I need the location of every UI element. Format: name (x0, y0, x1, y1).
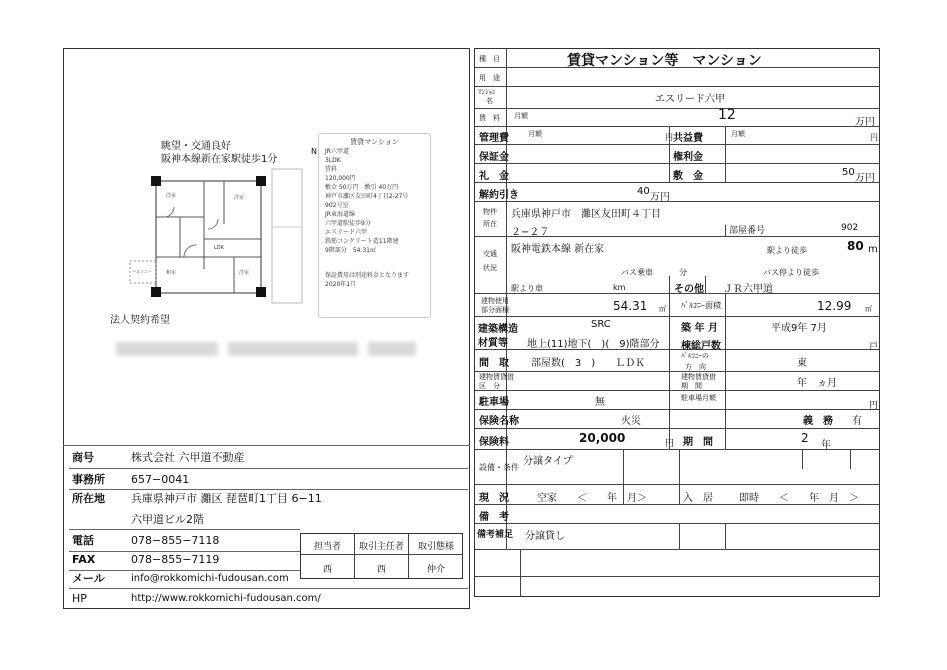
card-line (325, 263, 424, 271)
address-line-1: 兵庫県神戸市 灘区友田町４丁目 (511, 209, 661, 220)
car-from-station-label: 駅より車 (511, 284, 543, 293)
room-label-5: バルコニー (132, 269, 152, 274)
remarks-label: 備 考 (479, 512, 509, 523)
room-label-3: LDK (214, 245, 224, 251)
staff-header: 取引主任者 (358, 542, 404, 552)
card-line: JR東海道線 (325, 211, 355, 218)
card-line: 保証費用は別途料金となります (325, 272, 410, 279)
unit-label: 円 (870, 133, 878, 142)
room-number: 902 (841, 223, 859, 233)
divider (475, 549, 879, 550)
unit-label: 万円 (855, 173, 875, 184)
divider (475, 108, 879, 109)
rent-label: 賃 料 (479, 114, 500, 122)
facilities-label: 設備・条件 (479, 463, 519, 472)
divider (725, 428, 726, 450)
shikikin-value: 50 (842, 167, 855, 178)
status-value: 空家 ＜ 年 月＞ (537, 493, 647, 504)
company-row-label: 所在地 (72, 492, 105, 505)
divider (475, 390, 879, 391)
yoto-label: 用 途 (479, 74, 500, 82)
divider (475, 86, 879, 87)
balcony-area-label: ﾊﾞﾙｺﾆｰ面積 (681, 301, 721, 310)
company-row-value: 078−855−7119 (131, 553, 220, 566)
balcony-drawing (270, 167, 306, 307)
divider (475, 449, 879, 450)
blurred-text (368, 342, 416, 356)
divider (669, 293, 670, 433)
structure-value: SRC (591, 319, 611, 330)
corporate-note: 法人契約希望 (110, 315, 170, 326)
parking-value: 無 (595, 397, 605, 408)
facilities-value: 分譲タイプ (523, 456, 573, 467)
company-row-label: HP (72, 592, 87, 605)
property-type: 賃貸マンション等 マンション (567, 53, 762, 69)
shumoku-label: 種 目 (479, 55, 500, 63)
company-row-value: 株式会社 六甲道不動産 (131, 451, 245, 464)
insurance-name: 火災 (621, 416, 641, 427)
status-label: 現 況 (479, 493, 509, 504)
divider (475, 576, 879, 577)
insurance-name-label: 保険名称 (479, 416, 519, 427)
staff-value: 西 (322, 565, 332, 575)
deposit-label: 保証金 (479, 152, 509, 163)
total-units-label: 棟総戸数 (681, 341, 721, 352)
walk-from-bus-label: バス停より徒歩 (763, 268, 819, 277)
card-line (325, 255, 424, 263)
divider (725, 523, 726, 550)
staff-value: 仲介 (426, 565, 445, 575)
cancel-deduction-label: 解約引き (479, 190, 519, 201)
obligation-label: 義 務 (803, 416, 833, 427)
divider (475, 523, 879, 524)
insurance-period: 2 (801, 431, 809, 445)
monthly-label: 月額 (528, 130, 542, 138)
divider (475, 504, 879, 505)
location-label: 所在 (483, 220, 497, 228)
company-row-label: FAX (72, 553, 96, 566)
company-row-value: 078−855−7118 (131, 534, 220, 547)
card-line: エスリード六甲 (325, 229, 368, 236)
move-in-label: 入 居 (683, 493, 713, 504)
name-label: ﾏﾝｼｮﾝ (478, 88, 496, 96)
key-money-label: 権利金 (673, 152, 703, 163)
divider (520, 549, 521, 596)
divider (669, 276, 670, 294)
blurred-text (116, 342, 218, 356)
unit-label: 万円 (650, 192, 670, 203)
room-label-2: 和室 (166, 270, 177, 276)
divider (69, 529, 300, 530)
bus-ride-label: バス乗車 (621, 268, 653, 277)
company-row-label: 電話 (72, 534, 94, 547)
card-line: 9階部分 54.31㎡ (325, 247, 376, 254)
divider (475, 371, 879, 372)
lease-type-label: 建物賃貸借 (479, 373, 514, 381)
name-label: 名 (486, 97, 493, 105)
divider (725, 293, 726, 429)
card-line: 六甲道駅徒歩9分 (325, 220, 371, 227)
company-url[interactable]: http://www.rokkomichi-fudousan.com/ (131, 593, 321, 604)
divider (725, 225, 726, 236)
listing-card (318, 133, 431, 318)
cancel-deduction-value: 40 (637, 186, 650, 197)
lease-period-unit: 年 ヵ月 (797, 378, 837, 389)
balcony-area: 12.99 (817, 299, 852, 313)
card-line: 902号室 (325, 202, 349, 209)
floor-area: 54.31 (613, 299, 648, 313)
management-fee-label: 管理費 (479, 133, 509, 144)
card-line: 敷金 50万円 敷引 40万円 (325, 184, 399, 191)
structure-label: 建築構造 (478, 324, 518, 335)
other-access-value: ＪＲ六甲道 (723, 284, 773, 295)
divider (301, 554, 462, 555)
monthly-label: 月額 (731, 130, 745, 138)
card-line: 賃料 (325, 166, 338, 173)
area-label: 建物使用 (481, 297, 509, 305)
parking-fee-label: 駐車場月額 (681, 394, 716, 402)
walk-from-station-label: 駅より徒歩 (767, 246, 807, 255)
divider (475, 428, 879, 429)
lease-period-label: 期 間 (681, 382, 702, 390)
lease-type-label: 区 分 (479, 382, 500, 390)
company-email[interactable]: info@rokkomichi-fudousan.com (131, 573, 289, 584)
staff-box (300, 533, 463, 579)
rent-value: 12 (718, 107, 736, 123)
company-row-label: メール (72, 572, 105, 585)
north-mark: N (311, 147, 317, 156)
plan-headline-2: 阪神本線新在家駅徒歩1分 (161, 154, 278, 165)
divider (679, 523, 680, 550)
balcony-direction: 東 (797, 358, 807, 369)
card-title: 賃貸マンション (350, 138, 399, 146)
company-row-value: 657−0041 (131, 473, 190, 486)
divider (69, 468, 468, 469)
balcony-direction-label: ﾊﾞﾙｺﾆｰの (681, 352, 709, 360)
divider (475, 484, 879, 485)
monthly-label: 月額 (514, 112, 528, 120)
room-label-6: 洋室 (239, 270, 250, 276)
divider (679, 484, 680, 504)
insurance-fee: 20,000 (579, 431, 626, 445)
built-value: 平成9年 7月 (771, 323, 827, 334)
layout-value: 部屋数( 3 ) ＬＤＫ (531, 358, 646, 369)
card-line: 鉄筋コンクリート造11階建 (325, 238, 399, 245)
staff-header: 担当者 (313, 542, 341, 552)
unit-label: km (613, 283, 626, 292)
divider (475, 126, 879, 127)
room-number-label: 部屋番号 (729, 226, 766, 236)
transport-label: 状況 (483, 264, 497, 272)
company-info (69, 445, 468, 608)
company-row-label: 事務所 (72, 473, 105, 486)
card-line: 2020年1月 (325, 281, 357, 288)
structure-label: 材質等 (478, 338, 508, 349)
shikikin-label: 敷 金 (673, 171, 703, 182)
divider (705, 276, 706, 294)
card-line: 3LDK (325, 157, 341, 164)
room-label-1: 洋室 (166, 193, 177, 199)
card-line: JR六甲道 (325, 148, 349, 155)
property-sheet (474, 48, 880, 597)
divider (850, 449, 851, 469)
built-label: 築 年 月 (681, 323, 718, 334)
blurred-text (228, 342, 358, 356)
area-label: 部分面積 (481, 306, 509, 314)
location-label: 物件 (483, 208, 497, 216)
unit-label: ㎡ (865, 305, 872, 313)
insurance-period-label: 期 間 (683, 437, 713, 448)
plan-headline-1: 眺望・交通良好 (161, 141, 231, 152)
unit-label: 年 (821, 440, 831, 451)
balcony-direction-label: 方 向 (685, 363, 706, 371)
staff-value: 西 (376, 565, 386, 575)
card-line: 120,000円 (325, 175, 356, 182)
walk-distance: 80 (847, 239, 864, 253)
card-line: 神戸市灘区友田町4丁目2-27号 (325, 193, 409, 200)
unit-label: 円 (869, 401, 879, 411)
remarks-supplement-value: 分譲貸し (525, 531, 565, 542)
layout-label: 間 取 (479, 358, 509, 369)
company-row-value: 六甲道ビル2階 (131, 513, 204, 526)
unit-label: m (868, 244, 878, 255)
train-line-station: 阪神電鉄本線 新在家 (511, 244, 605, 255)
divider (725, 163, 726, 183)
obligation-value: 有 (852, 416, 862, 427)
divider (475, 182, 879, 183)
parking-label: 駐車場 (479, 397, 509, 408)
divider (475, 163, 879, 164)
unit-label: 円 (665, 133, 673, 142)
unit-label: 分 (679, 268, 687, 277)
divider (475, 409, 879, 410)
company-row-label: 商号 (72, 451, 94, 464)
insurance-fee-label: 保険料 (479, 437, 509, 448)
floor-plan-drawing (124, 169, 274, 304)
address-line-2: ２−２７ (511, 227, 550, 238)
transport-label: 交通 (483, 250, 497, 258)
divider (669, 163, 670, 183)
divider (475, 201, 879, 202)
divider (475, 316, 879, 317)
unit-label: 戸 (869, 342, 879, 352)
unit-label: 万円 (855, 117, 875, 128)
floors-info: 地上(11)地下( )( 9)階部分 (527, 339, 660, 350)
divider (725, 126, 726, 164)
divider (475, 144, 879, 145)
card-lines (325, 147, 424, 289)
reikin-label: 礼 金 (479, 171, 509, 182)
remarks-supplement-label: 備考補足 (477, 530, 514, 540)
unit-label: 円 (665, 439, 675, 449)
staff-header: 取引態様 (417, 542, 454, 552)
other-access-label: その他 (674, 284, 704, 295)
move-in-value: 即時 ＜ 年 月 ＞ (739, 493, 859, 504)
company-row-value: 兵庫県神戸市 灘区 琵琶町1丁目 6−11 (131, 492, 322, 505)
common-fee-label: 共益費 (673, 133, 703, 144)
unit-label: ㎡ (659, 305, 666, 313)
property-name: エスリード六甲 (655, 94, 725, 105)
lease-period-label: 建物賃貸借 (681, 373, 716, 381)
divider (802, 449, 803, 469)
room-label-4: 洋室 (234, 195, 245, 201)
